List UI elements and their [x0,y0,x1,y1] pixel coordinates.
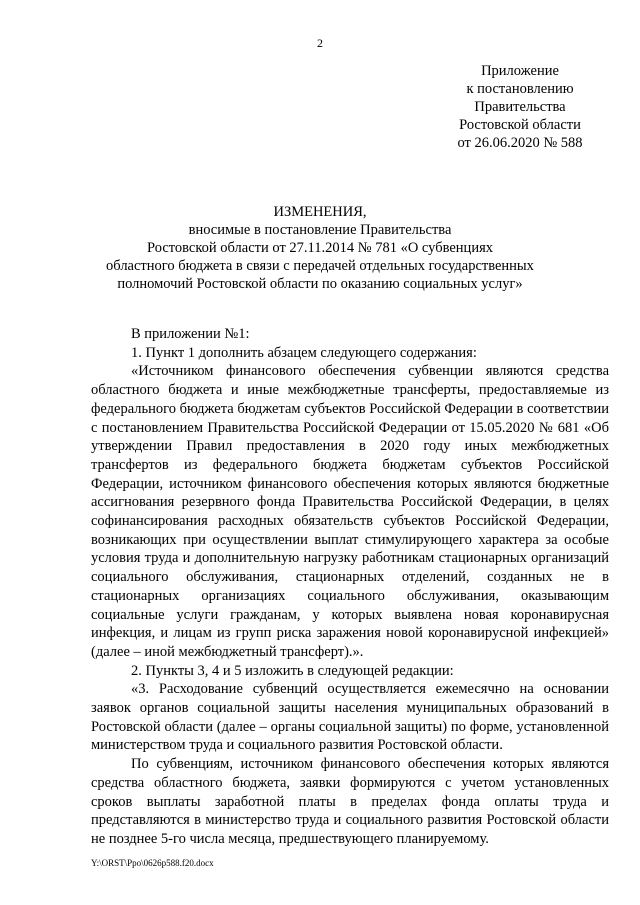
appendix-line: Правительства [474,99,566,115]
body-paragraph: «Источником финансового обеспечения субвенции являются средства областного бюджета и иные межбюджетные трансферты, предоставляемые из федерального бюджета бюджетам субъектов Российской Федерации в соответствии с постановлением Правительства Российской Федерации от 15.05.2020 № 681 «Об утверждении Правил предоставления в 2020 году иных межбюджетных трансфертов из федерального бюджета бюджетам субъектов Российской Федерации, источником финансового обеспечения которых являются бюджетные ассигнования резервного фонда Правительства Российской Федерации, в целях софинансирования расходных обязательств субъектов Российской Федерации, возникающих при осуществлении выплат стимулирующего характера за особые условия труда и дополнительную нагрузку работникам стационарных организаций социального обслуживания, стационарных отделений, созданных не в стационарных организациях социального обслуживания, оказывающим социальные услуги гражданам, у которых выявлена новая коронавирусная инфекция, и лицам из групп риска заражения новой коронавирусной инфекцией» (далее – иной межбюджетный трансферт).». [91,363,609,660]
title-line: полномочий Ростовской области по оказанию социальных услуг» [117,276,523,292]
appendix-block [440,62,600,152]
appendix-line: к постановлению [466,81,574,97]
body-paragraph: По субвенциям, источником финансового обеспечения которых являются средства областного бюджета, заявки формируются с учетом установленных сроков выплаты заработной платы в пределах фонда оплаты труда и представляются в министерство труда и социального развития Ростовской области не позднее 5-го числа месяца, предшествующего планируемому. [91,756,609,847]
title-line: вносимые в постановление Правительства [188,222,452,238]
title-line: Ростовской области от 27.11.2014 № 781 «О субвенциях [147,240,493,256]
title-line: областного бюджета в связи с передачей отдельных государственных [106,258,534,274]
page-number: 2 [317,36,323,50]
document-body [91,325,609,849]
document-title [0,203,640,293]
title-heading: ИЗМЕНЕНИЯ, [273,204,367,220]
file-path-footer: Y:\ORST\Ppo\0626p588.f20.docx [91,858,214,868]
body-paragraph: «3. Расходование субвенций осуществляется ежемесячно на основании заявок органов социальной защиты населения муниципальных образований в Ростовской области (далее – органы социальной защиты) по форме, установленной министерством труда и социального развития Ростовской области. [91,681,609,754]
body-paragraph: В приложении №1: [131,326,250,342]
appendix-line: Ростовской области [459,117,581,133]
appendix-line: от 26.06.2020 № 588 [457,135,583,151]
body-paragraph: 2. Пункты 3, 4 и 5 изложить в следующей редакции: [131,662,454,679]
appendix-line: Приложение [481,63,559,79]
body-paragraph: 1. Пункт 1 дополнить абзацем следующего содержания: [131,344,477,361]
